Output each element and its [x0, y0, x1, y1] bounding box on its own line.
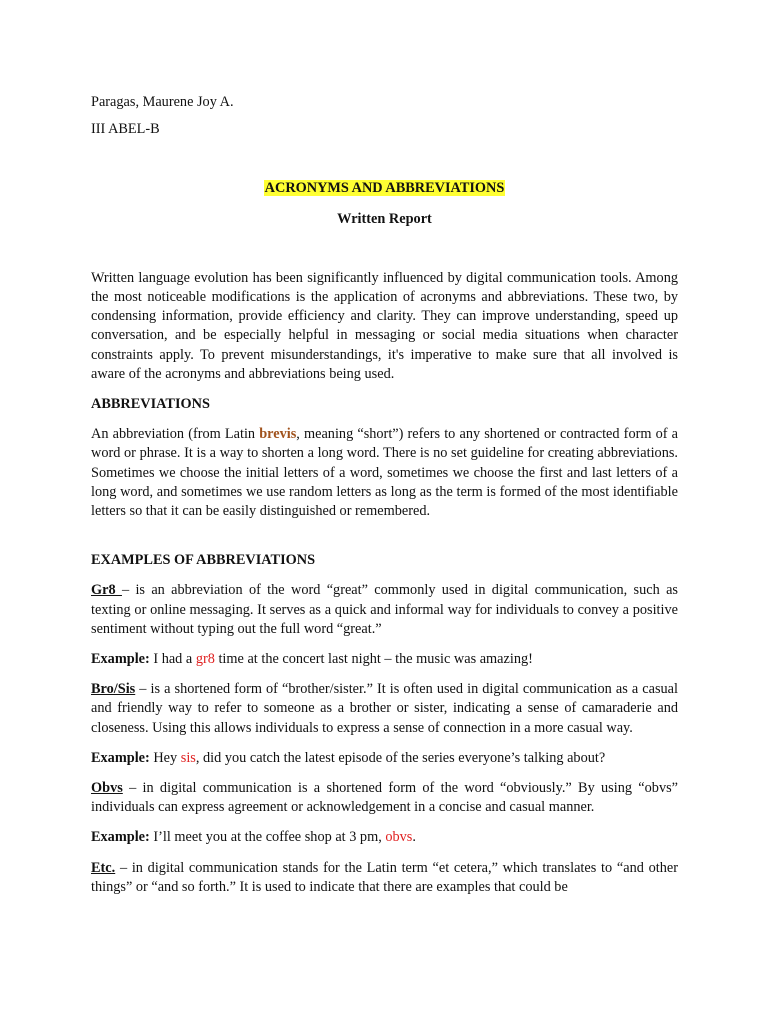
example-label: Example:	[91, 749, 150, 766]
brosis-desc: – is a shortened form of “brother/sister.” It is often used in digital communication as a casual and friendly way to refer to someone as a brother or sister, indicating a sense of camaraderie and closeness. Using this allows individuals to express a sense of connection in a more casual way.	[91, 681, 678, 736]
gr8-example-start: I had a	[149, 651, 196, 668]
abbreviation-definition	[91, 425, 678, 521]
gr8-definition	[91, 581, 678, 639]
brosis-definition	[91, 680, 678, 738]
example-label: Example:	[91, 651, 150, 668]
definition-text-start: An abbreviation (from Latin	[91, 426, 260, 443]
abbreviations-heading: ABBREVIATIONS	[91, 396, 210, 413]
report-title: ACRONYMS AND ABBREVIATIONS	[264, 180, 505, 197]
intro-paragraph: Written language evolution has been significantly influenced by digital communication tools. Among the most noticeable modifications is the application of acronyms and abbreviations. These two, by condensing information, provide efficiency and clarity. They can improve understanding, speed up conversation, and be especially helpful in messaging or social media situations when character constraints apply. To prevent misunderstandings, it's imperative to make sure that all involved is aware of the acronyms and abbreviations being used.	[91, 269, 678, 382]
gr8-example-end: time at the concert last night – the music was amazing!	[214, 651, 533, 668]
obvs-example	[91, 828, 678, 847]
example-label: Example:	[91, 829, 150, 846]
definition-text-end: , meaning “short”) refers to any shortened or contracted form of a word or phrase. It is a way to shorten a long word. There is no set guideline for creating abbreviations. Sometimes we choose the initial letters of a word, sometimes we choose the first and last letters of a long word, and sometimes we use random letters as long as the term is formed of the most identifiable letters so that it can be easily distinguished or remembered.	[91, 426, 678, 520]
gr8-highlight: gr8	[195, 651, 215, 668]
obvs-example-start: I’ll meet you at the coffee shop at 3 pm,	[149, 829, 386, 846]
obvs-example-end: .	[412, 829, 416, 846]
report-title-line	[91, 179, 678, 198]
author-name: Paragas, Maurene Joy A.	[91, 94, 234, 110]
etc-definition	[91, 859, 678, 897]
latin-term-brevis: brevis	[259, 426, 297, 443]
examples-heading: EXAMPLES OF ABBREVIATIONS	[91, 552, 316, 569]
brosis-example-start: Hey	[149, 749, 181, 766]
obvs-term: Obvs	[91, 780, 123, 797]
gr8-term: Gr8	[91, 582, 122, 599]
document-content	[91, 93, 678, 897]
etc-term: Etc.	[91, 859, 116, 876]
brosis-example	[91, 749, 678, 768]
brosis-example-end: , did you catch the latest episode of the series everyone’s talking about?	[195, 749, 606, 766]
brosis-highlight: sis	[180, 749, 196, 766]
gr8-example	[91, 650, 678, 669]
author-section: III ABEL-B	[91, 121, 160, 138]
obvs-desc: – in digital communication is a shortened form of the word “obviously.” By using “obvs” individuals can express agreement or acknowledgement in a concise and casual manner.	[91, 780, 678, 816]
etc-desc: – in digital communication stands for the Latin term “et cetera,” which translates to “and other things” or “and so forth.” It is used to indicate that there are examples that could be	[91, 859, 678, 895]
obvs-highlight: obvs	[385, 829, 413, 846]
brosis-term: Bro/Sis	[91, 681, 136, 698]
obvs-definition	[91, 779, 678, 817]
report-subtitle: Written Report	[337, 210, 432, 227]
gr8-desc: – is an abbreviation of the word “great” commonly used in digital communication, such as texting or online messaging. It serves as a quick and informal way for individuals to convey a positive sentiment without typing out the full word “great.”	[91, 582, 678, 637]
